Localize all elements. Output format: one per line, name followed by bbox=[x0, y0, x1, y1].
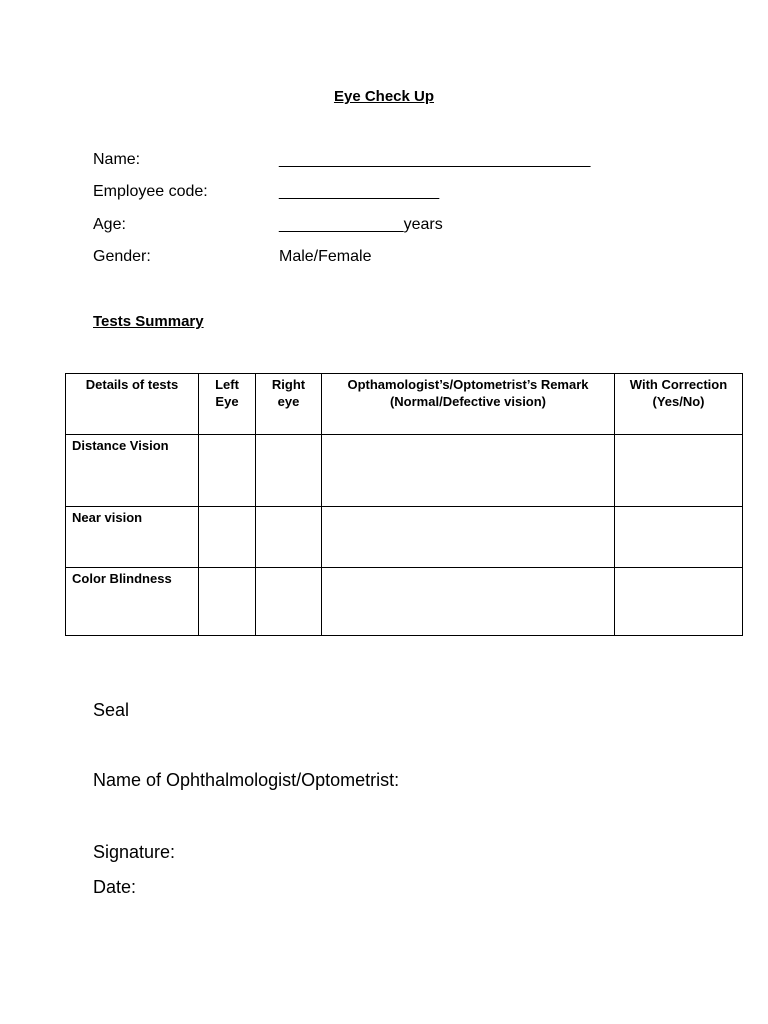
date-label: Date: bbox=[93, 877, 137, 897]
left-eye-cell[interactable] bbox=[199, 507, 256, 568]
right-eye-cell[interactable] bbox=[256, 507, 322, 568]
test-name-cell: Distance Vision bbox=[66, 435, 199, 507]
table-row bbox=[66, 568, 743, 636]
seal-label: Seal bbox=[93, 700, 130, 720]
test-name-cell: Color Blindness bbox=[66, 568, 199, 636]
right-eye-cell[interactable] bbox=[256, 435, 322, 507]
document-title: Eye Check Up bbox=[333, 88, 435, 105]
table-header-row bbox=[66, 374, 743, 435]
field-employee-code-label: Employee code: bbox=[93, 183, 208, 200]
field-age-label: Age: bbox=[93, 216, 126, 233]
right-eye-cell[interactable] bbox=[256, 568, 322, 636]
test-name-cell: Near vision bbox=[66, 507, 199, 568]
with-correction-cell[interactable] bbox=[615, 568, 743, 636]
remark-cell[interactable] bbox=[322, 507, 615, 568]
field-employee-code-value: __________________ bbox=[279, 183, 440, 200]
left-eye-cell[interactable] bbox=[199, 568, 256, 636]
signature-label: Signature: bbox=[93, 842, 176, 862]
with-correction-cell[interactable] bbox=[615, 435, 743, 507]
column-header-right-eye: Right eye bbox=[256, 374, 322, 435]
column-header-details: Details of tests bbox=[66, 374, 199, 435]
column-header-left-eye: Left Eye bbox=[199, 374, 256, 435]
with-correction-cell[interactable] bbox=[615, 507, 743, 568]
tests-summary-table bbox=[65, 373, 743, 636]
column-header-remark: Opthamologist’s/Optometrist’s Remark (Normal/Defective vision) bbox=[322, 374, 615, 435]
table-row bbox=[66, 435, 743, 507]
column-header-with-correction: With Correction (Yes/No) bbox=[615, 374, 743, 435]
table-row bbox=[66, 507, 743, 568]
section-heading-tests-summary: Tests Summary bbox=[93, 313, 204, 330]
field-gender-label: Gender: bbox=[93, 248, 151, 265]
examiner-name-label: Name of Ophthalmologist/Optometrist: bbox=[93, 770, 400, 790]
remark-cell[interactable] bbox=[322, 435, 615, 507]
field-name bbox=[93, 151, 693, 173]
field-age bbox=[93, 216, 693, 238]
field-gender-value: Male/Female bbox=[279, 248, 372, 265]
remark-cell[interactable] bbox=[322, 568, 615, 636]
field-age-value: ______________years bbox=[279, 216, 443, 233]
field-name-label: Name: bbox=[93, 151, 141, 168]
field-employee-code bbox=[93, 183, 693, 205]
left-eye-cell[interactable] bbox=[199, 435, 256, 507]
field-name-value: ___________________________________ bbox=[279, 151, 591, 168]
field-gender bbox=[93, 248, 693, 270]
